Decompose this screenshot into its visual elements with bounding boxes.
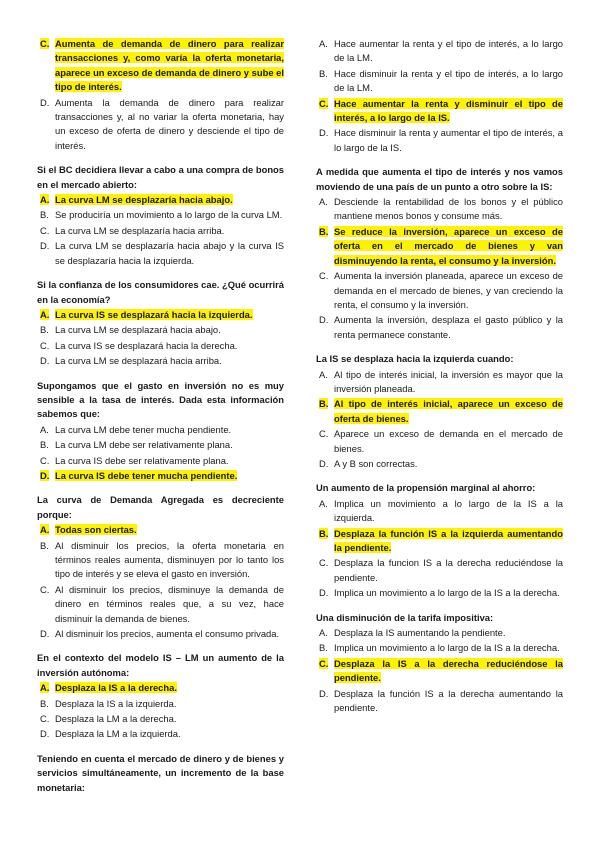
answer-option-correct (37, 681, 284, 695)
answer-option-correct (316, 97, 563, 126)
answer-option (37, 627, 284, 641)
answer-option (316, 67, 563, 96)
question-block (37, 493, 284, 641)
question-text: Si el BC decidiera llevar a cabo a una compra de bonos en el mercado abierto: (37, 164, 284, 190)
option-letter: D. (40, 355, 50, 367)
question-text: En el contexto del modelo IS – LM un aumento de la inversión autónoma: (37, 652, 284, 678)
answer-option (37, 454, 284, 468)
option-letter: D. (319, 687, 329, 699)
answer-option (316, 368, 563, 397)
option-text: Aumenta de demanda de dinero para realizar transacciones y, como varía la oferta monetaria, aparece un exceso de demanda de dinero y sube el tipo de interés. (55, 38, 284, 93)
answer-option-correct (316, 225, 563, 268)
option-letter: D. (40, 728, 50, 740)
answer-option (37, 339, 284, 353)
option-text: Desplaza la funcion IS a la derecha reduciéndose la pendiente. (334, 557, 563, 583)
option-text: Desciende la rentabilidad de los bonos y el público mantiene menos bonos y consume más. (334, 196, 563, 222)
answer-option (316, 37, 563, 66)
option-text: Implica un movimiento a lo largo de la IS a la derecha. (334, 642, 560, 654)
option-letter: D. (319, 457, 329, 469)
option-letter: C. (319, 557, 329, 569)
option-letter: A. (319, 627, 328, 639)
question-block (37, 752, 284, 795)
answer-option (316, 313, 563, 342)
option-text: Aumenta la inversión, desplaza el gasto público y la renta permanece constante. (334, 314, 563, 340)
options-list (37, 308, 284, 369)
option-letter: C. (319, 657, 329, 669)
option-letter: A. (40, 308, 50, 320)
option-text: Hace disminuir la renta y el tipo de interés, a lo largo de la LM. (334, 67, 563, 94)
question-block (316, 165, 563, 342)
option-text: La curva LM se desplazaría hacia abajo y la curva IS se desplazaría hacia la izquierda. (55, 240, 284, 266)
answer-option (37, 354, 284, 368)
question-block (316, 481, 563, 600)
option-text: La curva LM se desplazará hacia arriba. (55, 355, 222, 367)
answer-option (316, 457, 563, 471)
answer-option (316, 641, 563, 655)
question-text: A medida que aumenta el tipo de interés y nos vamos moviendo de una país de un punto a otro sobre la IS: (316, 166, 563, 192)
options-list (37, 523, 284, 641)
options-list (37, 193, 284, 268)
option-letter: A. (40, 194, 50, 206)
option-letter: B. (319, 67, 328, 79)
question-text: Una disminución de la tarifa impositiva: (316, 611, 494, 623)
option-letter: B. (40, 324, 49, 336)
answer-option-correct (37, 469, 284, 483)
answer-option (37, 224, 284, 238)
answer-option-correct (316, 527, 563, 556)
answer-option (37, 539, 284, 582)
option-text: Desplaza la IS a la izquierda. (55, 697, 177, 709)
answer-option-correct (37, 37, 284, 95)
option-letter: D. (40, 96, 50, 108)
left-column (37, 37, 284, 805)
question-block (37, 278, 284, 368)
option-letter: B. (40, 697, 49, 709)
answer-option (37, 712, 284, 726)
answer-option-correct (37, 193, 284, 207)
option-letter: B. (319, 225, 329, 237)
answer-option (37, 727, 284, 741)
options-list (37, 37, 284, 153)
option-letter: B. (319, 527, 329, 539)
option-text: La curva IS debe tener mucha pendiente. (55, 469, 238, 481)
option-text: Desplaza la LM a la derecha. (55, 713, 177, 725)
option-letter: C. (40, 339, 50, 351)
answer-option (316, 126, 563, 155)
right-column (316, 37, 563, 725)
answer-option (37, 239, 284, 268)
answer-option-correct (316, 397, 563, 426)
option-text: La curva IS debe ser relativamente plana. (55, 454, 229, 466)
option-text: La curva LM debe ser relativamente plana. (55, 439, 233, 451)
question-block (37, 651, 284, 741)
option-text: La curva LM se desplazará hacia abajo. (55, 324, 221, 336)
answer-option (316, 586, 563, 600)
question-block (316, 352, 563, 471)
question-block (316, 611, 563, 716)
options-list (316, 195, 563, 342)
question-text: La curva de Demanda Agregada es decreciente porque: (37, 494, 284, 520)
option-letter: D. (319, 127, 329, 139)
option-text: Implica un movimiento a lo largo de la IS a la izquierda. (334, 497, 563, 524)
option-text: Hace disminuir la renta y aumentar el tipo de interés, a lo largo de la IS. (334, 127, 563, 153)
option-text: Desplaza la LM a la izquierda. (55, 728, 181, 740)
answer-option (316, 269, 563, 312)
answer-option (316, 497, 563, 526)
question-text: Supongamos que el gasto en inversión no es muy sensible a la tasa de interés. Dada esta información sabemos que: (37, 379, 284, 420)
question-text: Un aumento de la propensión marginal al ahorro: (316, 482, 536, 494)
option-text: La curva IS se desplazará hacia la derecha. (55, 339, 238, 351)
options-list (37, 681, 284, 742)
option-letter: A. (319, 497, 328, 509)
option-letter: C. (319, 97, 329, 109)
option-letter: D. (319, 314, 329, 326)
option-letter: B. (40, 209, 49, 221)
option-letter: C. (40, 713, 50, 725)
option-letter: A. (40, 524, 50, 536)
option-text: Desplaza la IS a la derecha. (55, 682, 177, 694)
answer-option (37, 423, 284, 437)
answer-option (37, 438, 284, 452)
option-letter: A. (40, 682, 50, 694)
options-list (316, 37, 563, 155)
option-letter: B. (40, 439, 49, 451)
question-text: Teniendo en cuenta el mercado de dinero y de bienes y servicios simultáneamente, un incremento de la base monetaria: (37, 752, 284, 793)
option-letter: D. (40, 240, 50, 252)
answer-option-correct (316, 657, 563, 686)
answer-option-correct (37, 523, 284, 537)
option-text: Desplaza la función IS a la izquierda aumentando la pendiente. (334, 527, 563, 553)
option-text: Al disminuir los precios, la oferta monetaria en términos reales aumenta, disminuyen por lo tanto los tipo de interés y se eleva el gasto en inversión. (55, 539, 284, 580)
option-text: Aparece un exceso de demanda en el mercado de bienes. (334, 428, 563, 454)
option-letter: C. (40, 583, 50, 595)
option-text: La curva LM se desplazaría hacia abajo. (55, 194, 233, 206)
option-text: Desplaza la IS aumentando la pendiente. (334, 627, 506, 639)
option-text: Al tipo de interés inicial, la inversión es mayor que la inversión planeada. (334, 368, 563, 394)
answer-option (37, 697, 284, 711)
option-text: Al disminuir los precios, aumenta el consumo privada. (55, 628, 280, 640)
answer-option (37, 208, 284, 222)
option-letter: D. (40, 628, 50, 640)
options-list (37, 423, 284, 484)
option-letter: D. (40, 469, 50, 481)
option-letter: C. (319, 428, 329, 440)
option-text: Al disminuir los precios, disminuye la demanda de dinero en términos reales que, a su vez, hace disminuir la demanda de bienes. (55, 583, 284, 624)
option-letter: D. (319, 587, 329, 599)
options-list (316, 497, 563, 601)
option-letter: B. (319, 642, 328, 654)
question-text: La IS se desplaza hacia la izquierda cuando: (316, 353, 514, 365)
options-list (316, 626, 563, 715)
question-block (37, 163, 284, 268)
option-text: A y B son correctas. (334, 457, 418, 469)
answer-option-correct (37, 308, 284, 322)
option-text: Hace aumentar la renta y disminuir el tipo de interés, a lo largo de la IS. (334, 97, 563, 124)
answer-option (37, 323, 284, 337)
option-letter: A. (319, 196, 328, 208)
answer-option (316, 626, 563, 640)
option-letter: C. (319, 270, 329, 282)
option-letter: A. (40, 423, 49, 435)
question-text: Si la confianza de los consumidores cae. ¿Qué ocurrirá en la economía? (37, 279, 284, 305)
option-text: Desplaza la IS a la derecha reduciéndose la pendiente. (334, 657, 563, 684)
option-letter: B. (319, 398, 329, 410)
option-letter: B. (40, 539, 49, 551)
answer-option (316, 427, 563, 456)
question-block (37, 379, 284, 484)
option-text: Aumenta la inversión planeada, aparece un exceso de demanda en el mercado de bienes, y van creciendo la renta, el consumo y la inversión. (334, 270, 563, 310)
option-text: Desplaza la función IS a la derecha aumentando la pendiente. (334, 687, 563, 714)
option-text: La curva IS se desplazará hacia la izquierda. (55, 308, 253, 320)
options-list (316, 368, 563, 472)
answer-option (37, 583, 284, 626)
option-letter: A. (319, 38, 328, 49)
answer-option (37, 96, 284, 154)
option-text: Implica un movimiento a lo largo de la IS a la derecha. (334, 587, 560, 599)
option-text: Todas son ciertas. (55, 524, 137, 536)
question-block (316, 37, 563, 155)
option-letter: C. (40, 454, 50, 466)
option-text: Se reduce la inversión, aparece un exceso de oferta en el mercado de bienes y van disminuyendo la renta, el consumo y la inversión. (334, 225, 563, 266)
option-text: La curva LM debe tener mucha pendiente. (55, 423, 232, 435)
answer-option (316, 195, 563, 224)
question-block (37, 37, 284, 153)
option-text: Al tipo de interés inicial, aparece un exceso de oferta de bienes. (334, 398, 563, 424)
option-letter: C. (40, 38, 50, 49)
option-text: Se produciría un movimiento a lo largo de la curva LM. (55, 209, 283, 221)
answer-option (316, 687, 563, 716)
option-text: Aumenta la demanda de dinero para realizar transacciones y, al no variar la oferta monetaria, hay un exceso de oferta de dinero y desciende el tipo de interés. (55, 96, 284, 151)
option-letter: A. (319, 368, 328, 380)
option-text: La curva LM se desplazaría hacia arriba. (55, 224, 225, 236)
answer-option (316, 556, 563, 585)
option-text: Hace aumentar la renta y el tipo de interés, a lo largo de la LM. (334, 38, 563, 64)
option-letter: C. (40, 224, 50, 236)
